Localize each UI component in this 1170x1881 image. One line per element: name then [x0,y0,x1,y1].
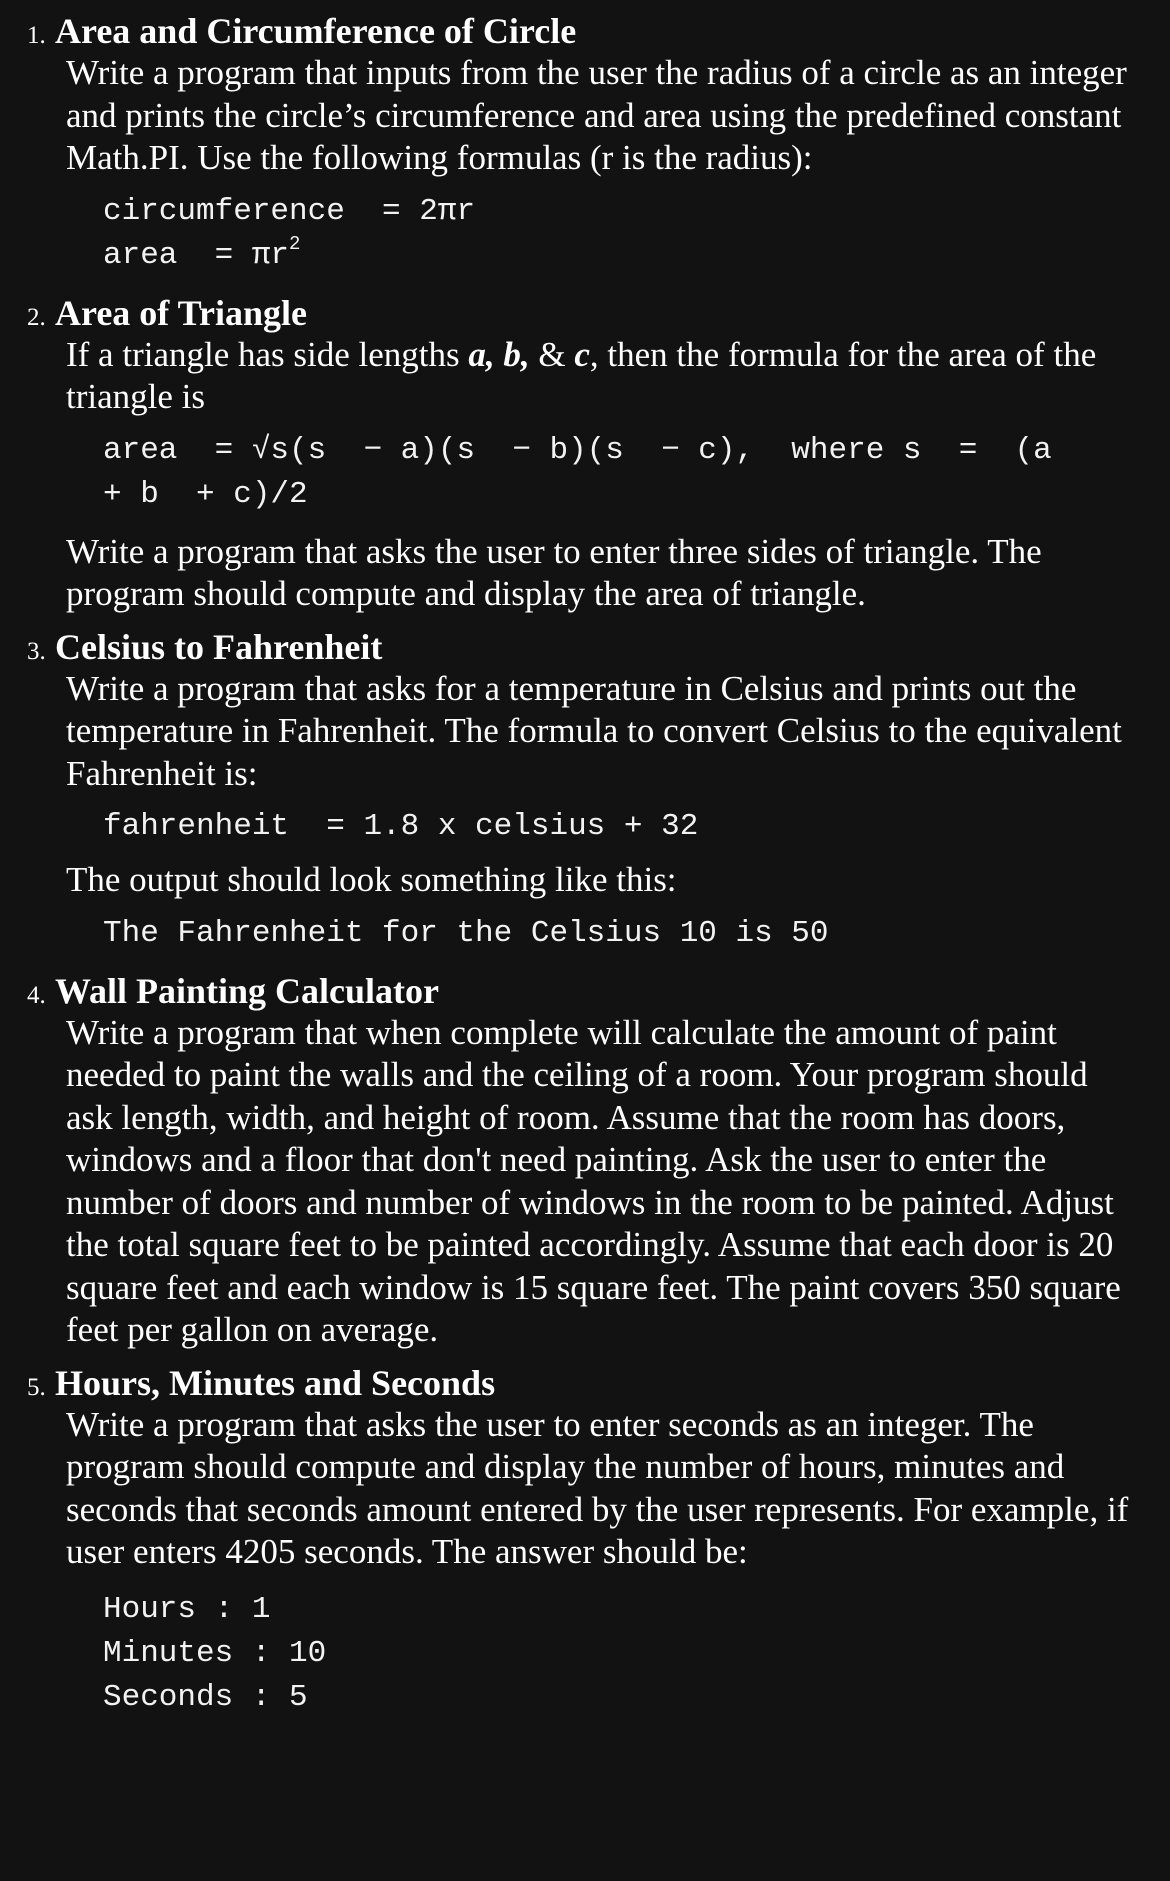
output-minutes: Minutes : 10 [103,1635,327,1671]
problem-title: Area of Triangle [55,292,307,333]
ampersand: & [529,334,575,374]
problem-number: 1. [27,22,46,49]
formula-area-exponent: 2 [289,232,301,255]
problem-1 [27,10,1130,278]
side-variables: a, b, [468,334,530,374]
output-hours: Hours : 1 [103,1591,271,1627]
problem-title: Celsius to Fahrenheit [55,626,383,667]
output-seconds: Seconds : 5 [103,1679,308,1715]
problem-number: 3. [27,637,46,665]
problem-description: Write a program that when complete will calculate the amount of paint needed to paint the walls and the ceiling of a room. Your program should ask length, width, and height of room. Assume that the room has doors, windows and a floor that don't need painting. Ask the user to enter the number of doors and number of windows in the room to be painted. Adjust the total square feet to be painted accordingly. Assume that each door is 20 square feet and each window is 15 square feet. The paint covers 350 square feet per gallon on average. [66,1012,1121,1349]
formula-heron-line-2: + b + c)/2 [103,476,308,512]
problem-number: 5. [27,1373,46,1401]
problem-5 [27,1362,1130,1720]
formula-heron-line-1: area = √s(s − a)(s − b)(s − c), where s = (a [103,432,1052,468]
problem-number: 2. [27,303,46,331]
problem-description: Write a program that inputs from the user the radius of a circle as an integer and prints the circle’s circumference and area using the predefined constant Math.PI. Use the following formulas (r is the radius): [66,53,1127,177]
problem-3 [27,626,1130,956]
problem-heading [27,1362,1130,1404]
problem-description [66,334,1130,419]
formula-area-text: area = πr [103,237,290,273]
problem-title: Area and Circumference of Circle [55,11,577,51]
problem-heading [27,626,1130,668]
problem-title: Hours, Minutes and Seconds [55,1362,496,1403]
problem-description: Write a program that asks the user to enter seconds as an integer. The program should compute and display the number of hours, minutes and seconds that seconds amount entered by the user represents. For example, if user enters 4205 seconds. The answer should be: [66,1404,1129,1571]
description-prefix: If a triangle has side lengths [66,334,469,374]
problem-heading [27,292,1130,334]
problem-title: Wall Painting Calculator [55,970,440,1011]
problem-4 [27,970,1130,1352]
output-example: The Fahrenheit for the Celsius 10 is 50 [103,915,829,951]
problem-heading [27,10,1130,52]
description-suffix: , then the formula for the area of the triangle is [66,334,1097,416]
problem-description: Write a program that asks for a temperature in Celsius and prints out the temperature in Fahrenheit. The formula to convert Celsius to the equivalent Fahrenheit is: [66,668,1122,793]
formula-circumference: circumference = 2πr [103,193,476,229]
formula-fahrenheit: fahrenheit = 1.8 x celsius + 32 [103,809,699,844]
problem-number: 4. [27,981,46,1009]
formula-area [103,234,1130,278]
problem-2 [27,292,1130,616]
problem-heading [27,970,1130,1012]
side-variable-c: c [574,334,590,374]
problem-task: Write a program that asks the user to enter three sides of triangle. The program should compute and display the area of triangle. [66,531,1042,613]
output-intro: The output should look something like this: [66,860,677,899]
